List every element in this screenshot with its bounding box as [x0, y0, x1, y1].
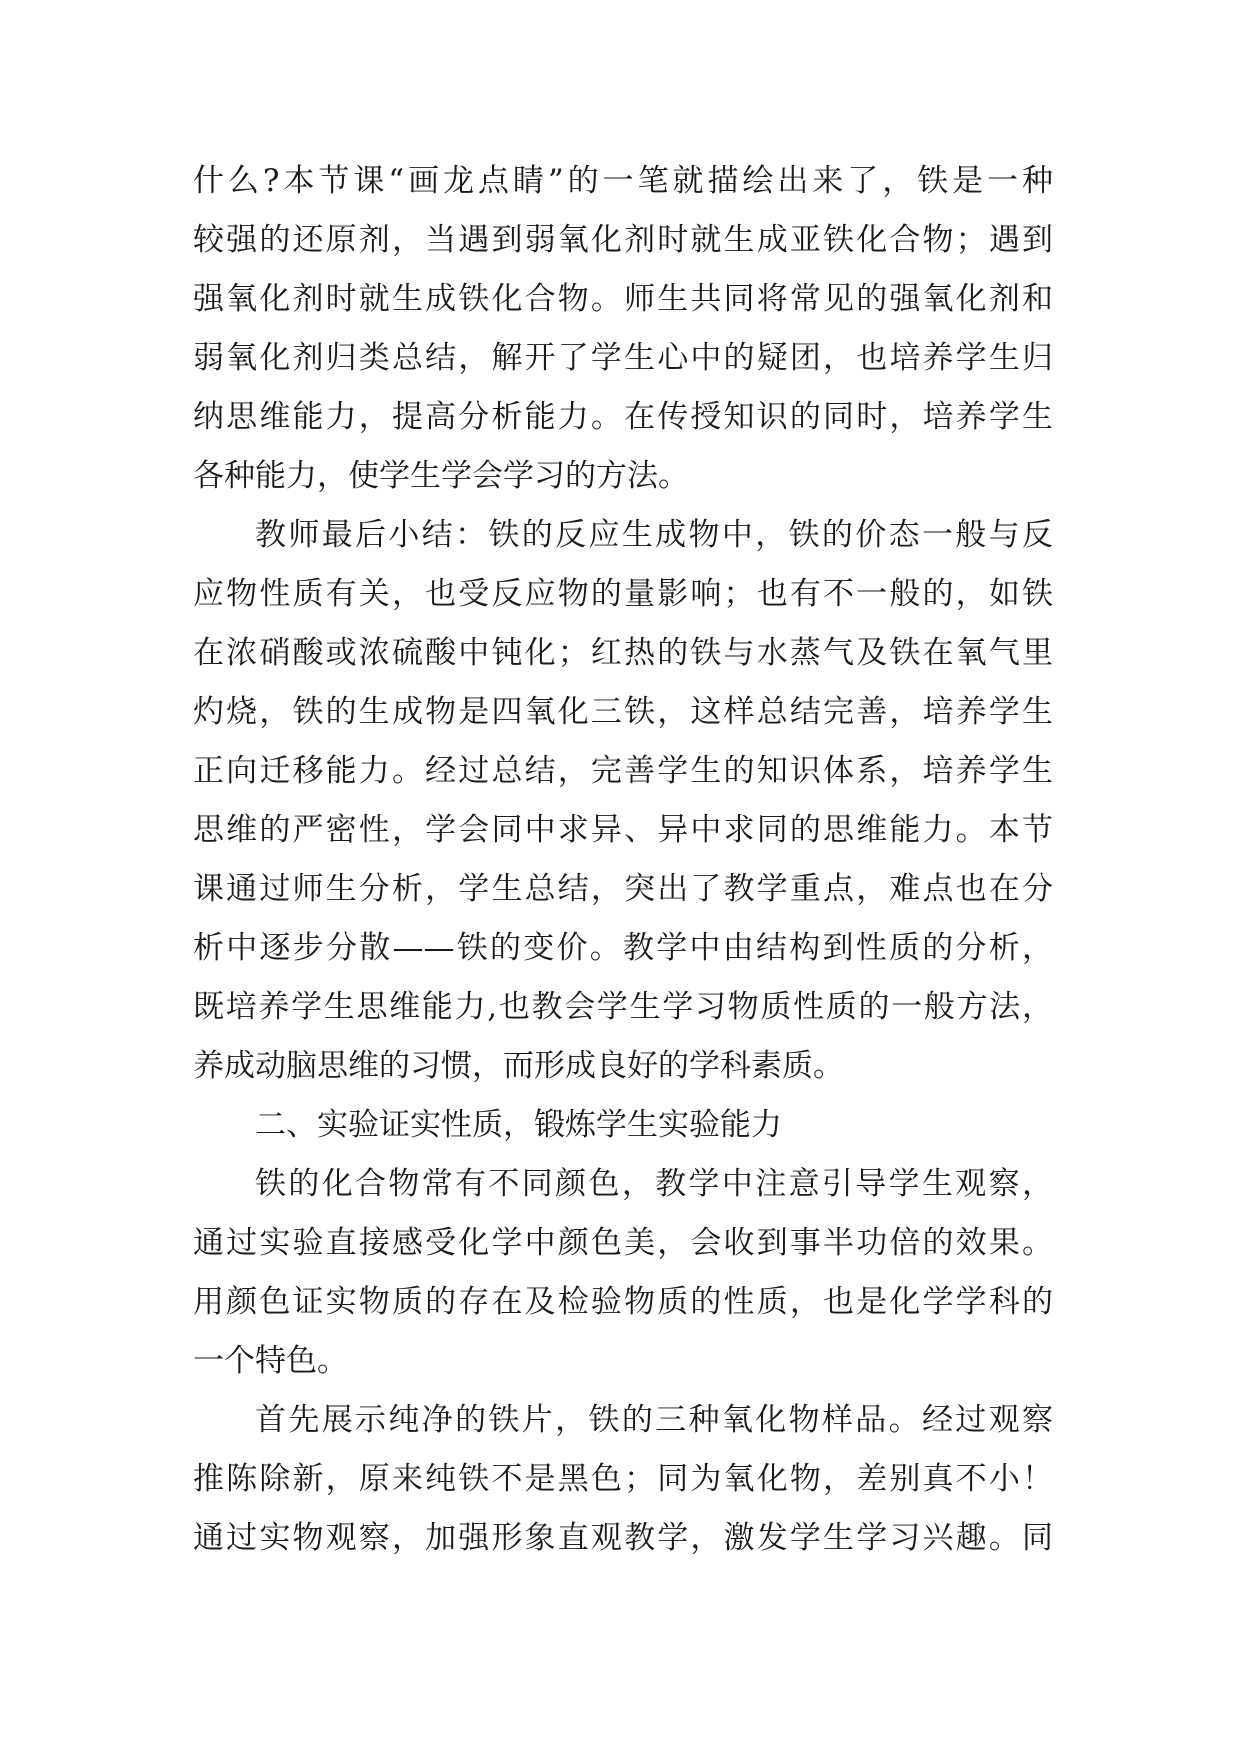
text-line-4: 弱氧化剂归类总结，解开了学生心中的疑团，也培养学生归 [193, 340, 1053, 376]
text-line-24: 通过实物观察，加强形象直观教学，激发学生学习兴趣。同 [193, 1520, 1053, 1556]
section-heading: 二、实验证实性质，锻炼学生实验能力 [255, 1107, 782, 1143]
text-line-20: 用颜色证实物质的存在及检验物质的性质，也是化学学科的 [193, 1284, 1053, 1320]
text-line-10: 灼烧，铁的生成物是四氧化三铁，这样总结完善，培养学生 [193, 694, 1053, 730]
text-line-13: 课通过师生分析，学生总结，突出了教学重点，难点也在分 [193, 871, 1053, 907]
text-line-5: 纳思维能力，提高分析能力。在传授知识的同时，培养学生 [193, 399, 1053, 435]
text-line-12: 思维的严密性，学会同中求异、异中求同的思维能力。本节 [193, 812, 1053, 848]
text-line-14: 析中逐步分散——铁的变价。教学中由结构到性质的分析， [193, 930, 1053, 966]
text-line-2: 较强的还原剂，当遇到弱氧化剂时就生成亚铁化合物；遇到 [193, 222, 1053, 258]
text-line-22: 首先展示纯净的铁片，铁的三种氧化物样品。经过观察 [255, 1402, 1053, 1438]
text-line-6: 各种能力，使学生学会学习的方法。 [193, 458, 689, 494]
text-line-18: 铁的化合物常有不同颜色，教学中注意引导学生观察， [255, 1166, 1053, 1202]
text-line-19: 通过实验直接感受化学中颜色美，会收到事半功倍的效果。 [193, 1225, 1053, 1261]
text-line-15: 既培养学生思维能力,也教会学生学习物质性质的一般方法， [193, 989, 1053, 1025]
text-line-21: 一个特色。 [193, 1343, 348, 1379]
text-line-7: 教师最后小结：铁的反应生成物中，铁的价态一般与反 [255, 517, 1053, 553]
text-line-16: 养成动脑思维的习惯，而形成良好的学科素质。 [193, 1048, 844, 1084]
text-line-1: 什么?本节课“画龙点睛”的一笔就描绘出来了，铁是一种 [193, 163, 1053, 199]
text-line-11: 正向迁移能力。经过总结，完善学生的知识体系，培养学生 [193, 753, 1053, 789]
text-line-8: 应物性质有关，也受反应物的量影响；也有不一般的，如铁 [193, 576, 1053, 612]
text-line-9: 在浓硝酸或浓硫酸中钝化；红热的铁与水蒸气及铁在氧气里 [193, 635, 1053, 671]
text-line-23: 推陈除新，原来纯铁不是黑色；同为氧化物，差别真不小！ [193, 1461, 1053, 1497]
text-line-3: 强氧化剂时就生成铁化合物。师生共同将常见的强氧化剂和 [193, 281, 1053, 317]
